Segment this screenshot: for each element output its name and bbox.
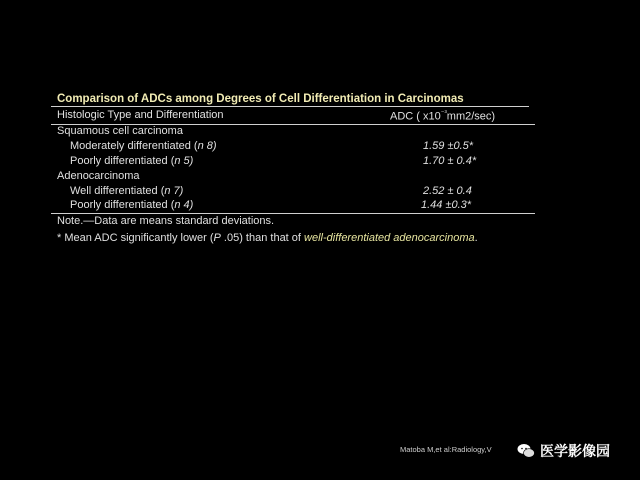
note-data: Note.—Data are means standard deviations. (57, 215, 275, 227)
note-significance: * Mean ADC significantly lower (P .05) than that of well-differentiated adenocarcinoma. (57, 232, 478, 244)
group-squamous: Squamous cell carcinoma (57, 125, 183, 137)
value-adeno-well: 2.52 ± 0.4 (423, 185, 472, 197)
table-bottom-rule (51, 213, 535, 214)
column-header-adc: ADC ( $x10^{^{-3}}mm2/\sec$) (390, 110, 496, 123)
row-adeno-well: Well differentiated (n 7) (70, 185, 184, 197)
watermark-text: 医学影像园 (540, 443, 610, 459)
value-squamous-moderate: 1.59 ±0.5* (423, 140, 474, 152)
row-adeno-poor: Poorly differentiated (n 4) (70, 199, 194, 211)
source-citation: Matoba M,et al:Radiology,V (400, 445, 492, 454)
wechat-icon (517, 443, 535, 459)
value-adeno-poor: 1.44 ±0.3* (421, 199, 472, 211)
value-squamous-poor: 1.70 ± 0.4* (423, 155, 477, 167)
row-squamous-poor: Poorly differentiated (n 5) (70, 155, 194, 167)
title-rule (51, 106, 529, 107)
group-adenocarcinoma: Adenocarcinoma (57, 170, 140, 182)
column-header-type: Histologic Type and Differentiation (57, 109, 224, 121)
row-squamous-moderate: Moderately differentiated (n 8) (70, 140, 217, 152)
table-title: Comparison of ADCs among Degrees of Cell Differentiation in Carcinomas (57, 93, 464, 105)
